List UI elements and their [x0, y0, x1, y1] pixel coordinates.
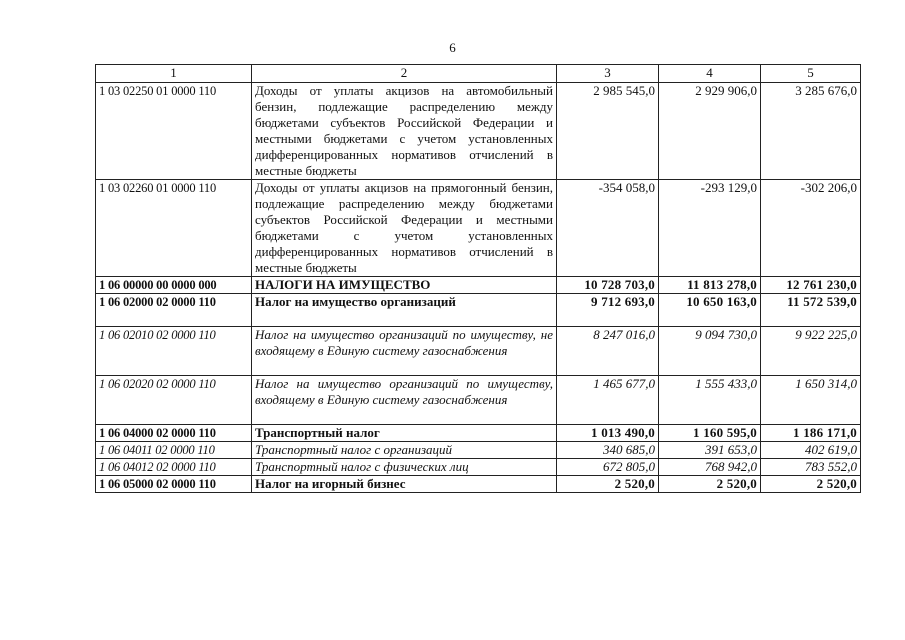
row-value-3: 10 728 703,0: [557, 277, 659, 294]
table-row: [96, 180, 861, 277]
row-code: 1 03 02250 01 0000 110: [96, 83, 252, 180]
row-value-5: 783 552,0: [761, 459, 861, 476]
budget-revenue-table: [95, 64, 861, 493]
row-value-5: 1 650 314,0: [761, 376, 861, 425]
row-description: Доходы от уплаты акцизов на автомобильный бензин, подлежащие распределению между бюджетами субъектов Российской Федерации и местными бюджетами с учетом установленных дифференцированных нормативов отчислений в местные бюджеты: [252, 83, 557, 180]
row-description: НАЛОГИ НА ИМУЩЕСТВО: [252, 277, 557, 294]
row-value-5: 2 520,0: [761, 476, 861, 493]
row-value-4: 2 929 906,0: [659, 83, 761, 180]
row-value-4: 10 650 163,0: [659, 294, 761, 327]
row-value-5: -302 206,0: [761, 180, 861, 277]
row-description: Доходы от уплаты акцизов на прямогонный бензин, подлежащие распределению между бюджетами субъектов Российской Федерации и местными бюджетами с учетом установленных дифференцированных нормативов отчислений в местные бюджеты: [252, 180, 557, 277]
row-code: 1 06 02020 02 0000 110: [96, 376, 252, 425]
row-value-5: 12 761 230,0: [761, 277, 861, 294]
row-value-3: 1 013 490,0: [557, 425, 659, 442]
table-row: [96, 476, 861, 493]
row-code: 1 06 04012 02 0000 110: [96, 459, 252, 476]
row-code: 1 06 05000 02 0000 110: [96, 476, 252, 493]
row-value-4: 1 160 595,0: [659, 425, 761, 442]
row-description: Налог на имущество организаций: [252, 294, 557, 327]
column-header-value-5: 5: [761, 65, 861, 83]
row-value-4: 9 094 730,0: [659, 327, 761, 376]
row-value-4: 2 520,0: [659, 476, 761, 493]
column-header-description: 2: [252, 65, 557, 83]
table-row: [96, 294, 861, 327]
row-value-3: 1 465 677,0: [557, 376, 659, 425]
row-value-3: 2 520,0: [557, 476, 659, 493]
table-row: [96, 376, 861, 425]
row-code: 1 03 02260 01 0000 110: [96, 180, 252, 277]
column-header-code: 1: [96, 65, 252, 83]
row-description: Транспортный налог с физических лиц: [252, 459, 557, 476]
table-header-row: [96, 65, 861, 83]
row-value-4: -293 129,0: [659, 180, 761, 277]
row-value-4: 1 555 433,0: [659, 376, 761, 425]
row-code: 1 06 04011 02 0000 110: [96, 442, 252, 459]
row-value-4: 11 813 278,0: [659, 277, 761, 294]
row-value-5: 3 285 676,0: [761, 83, 861, 180]
table-row: [96, 459, 861, 476]
row-description: Налог на имущество организаций по имуществу, входящему в Единую систему газоснабжения: [252, 376, 557, 425]
row-description: Транспортный налог с организаций: [252, 442, 557, 459]
row-value-5: 1 186 171,0: [761, 425, 861, 442]
row-value-5: 402 619,0: [761, 442, 861, 459]
row-value-3: 2 985 545,0: [557, 83, 659, 180]
column-header-value-4: 4: [659, 65, 761, 83]
row-value-3: 9 712 693,0: [557, 294, 659, 327]
row-value-4: 391 653,0: [659, 442, 761, 459]
row-value-3: -354 058,0: [557, 180, 659, 277]
column-header-value-3: 3: [557, 65, 659, 83]
row-value-5: 11 572 539,0: [761, 294, 861, 327]
row-value-3: 672 805,0: [557, 459, 659, 476]
table-row: [96, 277, 861, 294]
row-value-3: 8 247 016,0: [557, 327, 659, 376]
row-description: Налог на игорный бизнес: [252, 476, 557, 493]
table-row: [96, 327, 861, 376]
table-row: [96, 83, 861, 180]
row-code: 1 06 02010 02 0000 110: [96, 327, 252, 376]
row-value-4: 768 942,0: [659, 459, 761, 476]
row-value-3: 340 685,0: [557, 442, 659, 459]
table-row: [96, 425, 861, 442]
page-number: 6: [449, 40, 456, 55]
row-description: Транспортный налог: [252, 425, 557, 442]
row-description: Налог на имущество организаций по имуществу, не входящему в Единую систему газоснабжения: [252, 327, 557, 376]
row-code: 1 06 02000 02 0000 110: [96, 294, 252, 327]
row-code: 1 06 00000 00 0000 000: [96, 277, 252, 294]
table-row: [96, 442, 861, 459]
row-value-5: 9 922 225,0: [761, 327, 861, 376]
row-code: 1 06 04000 02 0000 110: [96, 425, 252, 442]
